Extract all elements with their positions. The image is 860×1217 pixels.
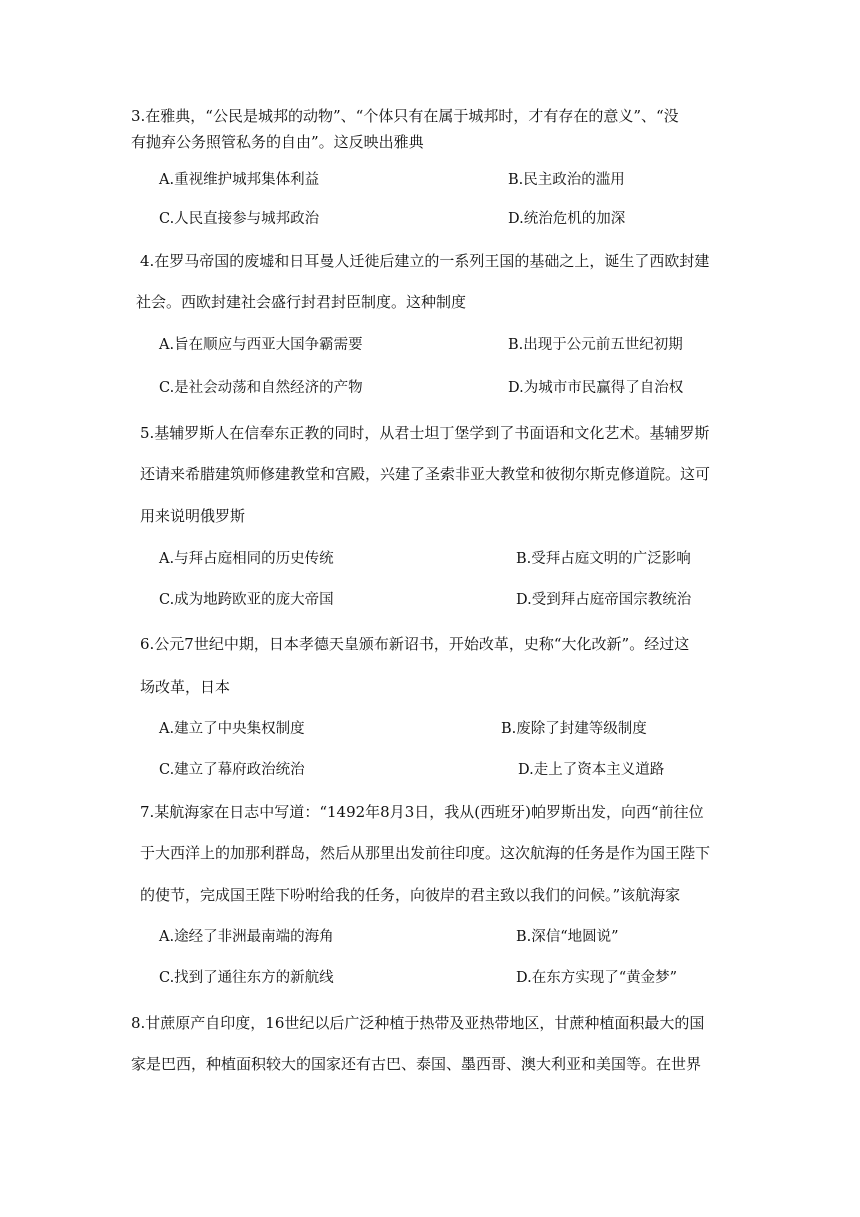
q7-stem-line-3: 的使节，完成国王陛下吩咐给我的任务，向彼岸的君主致以我们的问候。”该航海家	[140, 886, 681, 904]
q4-option-d[interactable]: D.为城市市民赢得了自治权	[508, 380, 684, 396]
q6-option-a[interactable]: A.建立了中央集权制度	[159, 721, 305, 737]
q8-stem-line-2: 家是巴西，种植面积较大的国家还有古巴、泰国、墨西哥、澳大利亚和美国等。在世界	[131, 1055, 702, 1073]
q7-stem-line-2: 于大西洋上的加那利群岛，然后从那里出发前往印度。这次航海的任务是作为国王陛下	[140, 844, 711, 862]
q3-stem-line-1: 3.在雅典，“公民是城邦的动物”、“个体只有在属于城邦时，才有存在的意义”、“没	[131, 107, 679, 125]
q5-stem-line-1: 5.基辅罗斯人在信奉东正教的同时，从君士坦丁堡学到了书面语和文化艺术。基辅罗斯	[140, 424, 710, 442]
q5-stem-line-3: 用来说明俄罗斯	[140, 507, 246, 525]
q8-stem-line-1: 8.甘蔗原产自印度，16世纪以后广泛种植于热带及亚热带地区，甘蔗种植面积最大的国	[131, 1014, 705, 1032]
q6-option-c[interactable]: C.建立了幕府政治统治	[159, 762, 305, 778]
q6-option-d[interactable]: D.走上了资本主义道路	[518, 762, 665, 778]
q4-option-c[interactable]: C.是社会动荡和自然经济的产物	[159, 380, 363, 396]
q7-option-a[interactable]: A.途经了非洲最南端的海角	[159, 929, 334, 945]
q5-option-d[interactable]: D.受到拜占庭帝国宗教统治	[516, 592, 692, 608]
q7-option-d[interactable]: D.在东方实现了“黄金梦”	[516, 970, 678, 986]
q5-option-a[interactable]: A.与拜占庭相同的历史传统	[159, 551, 334, 567]
q3-option-b[interactable]: B.民主政治的滥用	[508, 172, 625, 188]
q6-option-b[interactable]: B.废除了封建等级制度	[501, 721, 647, 737]
q3-option-a[interactable]: A.重视维护城邦集体利益	[159, 172, 320, 188]
q4-stem-line-2: 社会。西欧封建社会盛行封君封臣制度。这种制度	[136, 293, 467, 311]
q4-stem-line-1: 4.在罗马帝国的废墟和日耳曼人迁徙后建立的一系列王国的基础之上，诞生了西欧封建	[140, 252, 710, 270]
q3-option-d[interactable]: D.统治危机的加深	[508, 211, 626, 227]
q4-option-b[interactable]: B.出现于公元前五世纪初期	[508, 337, 683, 353]
q7-option-b[interactable]: B.深信“地圆说”	[516, 929, 619, 945]
q5-stem-line-2: 还请来希腊建筑师修建教堂和宫殿，兴建了圣索非亚大教堂和彼彻尔斯克修道院。这可	[140, 465, 711, 483]
q6-stem-line-1: 6.公元7世纪中期，日本孝德天皇颁布新诏书，开始改革，史称“大化改新”。经过这	[140, 635, 690, 653]
q4-option-a[interactable]: A.旨在顺应与西亚大国争霸需要	[159, 337, 363, 353]
q5-option-b[interactable]: B.受拜占庭文明的广泛影响	[516, 551, 691, 567]
q7-option-c[interactable]: C.找到了通往东方的新航线	[159, 970, 334, 986]
q5-option-c[interactable]: C.成为地跨欧亚的庞大帝国	[159, 592, 334, 608]
q3-option-c[interactable]: C.人民直接参与城邦政治	[159, 211, 320, 227]
q7-stem-line-1: 7.某航海家在日志中写道：“1492年8月3日，我从(西班牙)帕罗斯出发，向西“前往位	[140, 803, 704, 821]
q6-stem-line-2: 场改革，日本	[140, 678, 231, 696]
q3-stem-line-2: 有抛弃公务照管私务的自由”。这反映出雅典	[131, 133, 424, 151]
